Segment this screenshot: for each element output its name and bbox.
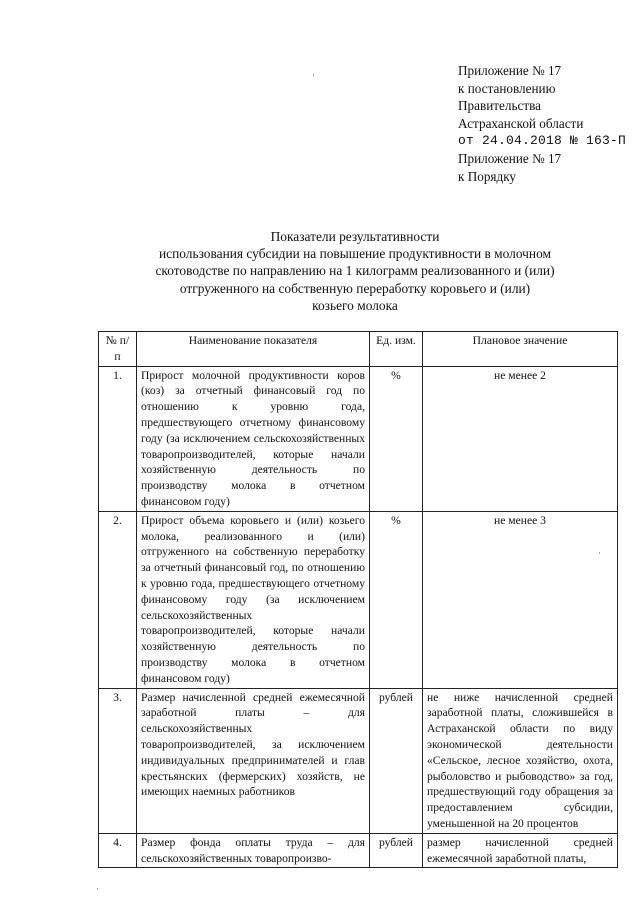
- table-row: [99, 688, 618, 833]
- row-name: Размер фонда оплаты труда – для сельскохозяйственных товаропроизво-: [137, 833, 370, 868]
- row-name: Прирост молочной продуктивности коров (коз) за отчетный финансовый год по отношению к уровню года, предшествующего отчетному финансовому году (за исключением сельскохозяйственных товаропроизводителей, которые начали хозяйственную деятельность по производству молока в отчетном финансовом году): [137, 366, 370, 511]
- row-num: 3.: [99, 688, 137, 833]
- table-header-row: [99, 332, 618, 367]
- row-unit: рублей: [370, 833, 423, 868]
- appendix-date-number: от 24.04.2018 № 163-П: [458, 133, 627, 149]
- appendix-line: Приложение № 17: [458, 150, 562, 166]
- row-plan: размер начисленной средней ежемесячной заработной платы,: [423, 833, 618, 868]
- header-name: Наименование показателя: [137, 332, 370, 367]
- row-num: 2.: [99, 511, 137, 688]
- title-line: отгруженного на собственную переработку коровьего и (или): [179, 280, 531, 296]
- table-row: [99, 833, 618, 868]
- scan-speck: ·: [312, 70, 315, 80]
- row-name: Прирост объема коровьего и (или) козьего молока, реализованного и (или) отгруженного на собственную переработку за отчетный финансовый год, по отношению к уровню года, предшествующего отчетному финансовому году (за исключением сельскохозяйственных товаропроизводителей, которые начали хозяйственную деятельность по производству молока в отчетном финансовом году): [137, 511, 370, 688]
- appendix-line: Астраханской области: [458, 115, 584, 131]
- header-num: № п/п: [99, 332, 137, 367]
- row-unit: %: [370, 366, 423, 511]
- row-name: Размер начисленной средней ежемесячной заработной платы – для сельскохозяйственных товаропроизводителей, за исключением индивидуальных предпринимателей и глав крестьянских (фермерских) хозяйств, не имеющих наемных работников: [137, 688, 370, 833]
- row-plan: не менее 2: [423, 366, 618, 511]
- row-plan: не ниже начисленной средней заработной платы, сложившейся в Астраханской области по виду экономической деятельности «Сельское, лесное хозяйство, охота, рыболовство и рыбоводство» за год, предшествующий году обращения за предоставлением субсидии, уменьшенной на 20 процентов: [423, 688, 618, 833]
- appendix-block: [458, 62, 638, 185]
- scan-speck: ·: [598, 548, 601, 558]
- title-line: скотоводстве по направлению на 1 килограмм реализованного и (или): [155, 263, 555, 279]
- table-row: [99, 511, 618, 688]
- row-unit: %: [370, 511, 423, 688]
- header-plan: Плановое значение: [423, 332, 618, 367]
- appendix-line: к Порядку: [458, 168, 517, 184]
- document-title: [120, 228, 590, 314]
- row-plan: не менее 3: [423, 511, 618, 688]
- indicators-table: [98, 331, 618, 868]
- title-line: козьего молока: [312, 297, 398, 313]
- header-unit: Ед. изм.: [370, 332, 423, 367]
- row-num: 1.: [99, 366, 137, 511]
- row-unit: рублей: [370, 688, 423, 833]
- appendix-line: Приложение № 17: [458, 63, 562, 78]
- table-row: [99, 366, 618, 511]
- appendix-line: к постановлению: [458, 80, 556, 96]
- title-line: Показатели результативности: [270, 229, 440, 244]
- title-line: использования субсидии на повышение продуктивности в молочном: [159, 246, 551, 262]
- appendix-line: Правительства: [458, 98, 541, 114]
- row-num: 4.: [99, 833, 137, 868]
- scan-speck: ·: [96, 884, 99, 894]
